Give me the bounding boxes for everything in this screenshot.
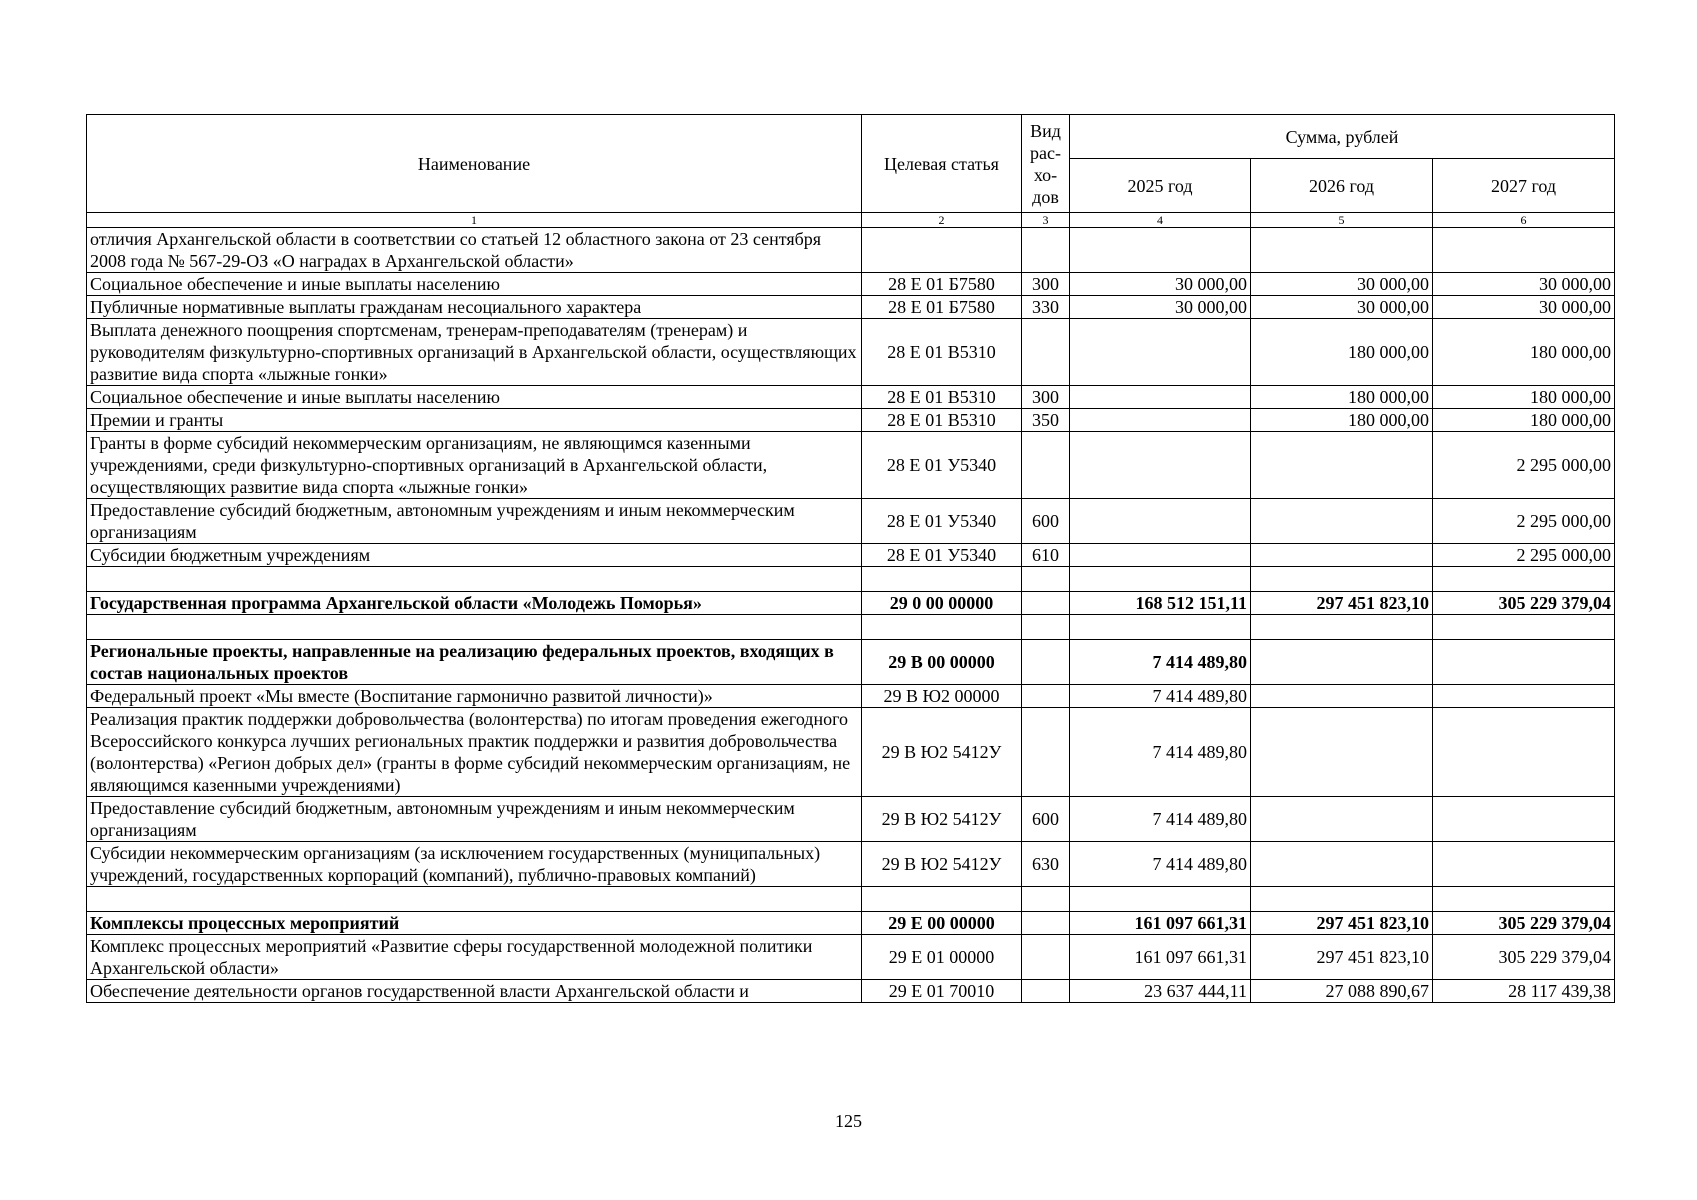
row-name: [87, 615, 862, 640]
row-expense-kind: 350: [1022, 409, 1070, 432]
table-row: [87, 567, 1615, 592]
table-body: [87, 228, 1615, 1003]
table-row: [87, 296, 1615, 319]
row-expense-kind: [1022, 319, 1070, 386]
page-number: 125: [835, 1111, 862, 1131]
row-amount-2025: 23 637 444,11: [1070, 980, 1251, 1003]
row-name: Реализация практик поддержки добровольчества (волонтерства) по итогам проведения ежегодного Всероссийского конкурса лучших региональных практик поддержки и развития добровольчества (волонтерства) «Регион добрых дел» (гранты в форме субсидий некоммерческим организациям, не являющимся казенными учреждениями): [87, 708, 862, 797]
row-amount-2026: 27 088 890,67: [1251, 980, 1433, 1003]
row-amount-2026: [1251, 797, 1433, 842]
row-name: Премии и гранты: [87, 409, 862, 432]
table-row: [87, 432, 1615, 499]
table-row: [87, 273, 1615, 296]
row-name: Публичные нормативные выплаты гражданам несоциального характера: [87, 296, 862, 319]
row-amount-2026: 180 000,00: [1251, 409, 1433, 432]
table-header: [87, 115, 1615, 228]
column-number: 5: [1251, 213, 1433, 228]
row-target-article: 29 Е 01 00000: [862, 935, 1022, 980]
row-amount-2027: 30 000,00: [1433, 273, 1615, 296]
row-amount-2026: 180 000,00: [1251, 386, 1433, 409]
row-amount-2026: [1251, 640, 1433, 685]
row-target-article: 29 В 00 00000: [862, 640, 1022, 685]
table-row: [87, 980, 1615, 1003]
row-name: Социальное обеспечение и иные выплаты населению: [87, 386, 862, 409]
row-amount-2025: [1070, 432, 1251, 499]
row-amount-2026: [1251, 432, 1433, 499]
row-expense-kind: 300: [1022, 386, 1070, 409]
table-row: [87, 887, 1615, 912]
column-number: 4: [1070, 213, 1251, 228]
table-row: [87, 615, 1615, 640]
row-target-article: [862, 228, 1022, 273]
row-amount-2027: 180 000,00: [1433, 319, 1615, 386]
table-row: [87, 935, 1615, 980]
table-row: [87, 319, 1615, 386]
row-amount-2027: 28 117 439,38: [1433, 980, 1615, 1003]
column-number: 6: [1433, 213, 1615, 228]
row-target-article: 29 0 00 00000: [862, 592, 1022, 615]
row-amount-2027: 180 000,00: [1433, 409, 1615, 432]
row-expense-kind: 300: [1022, 273, 1070, 296]
row-target-article: 28 Е 01 У5340: [862, 432, 1022, 499]
row-amount-2025: 7 414 489,80: [1070, 708, 1251, 797]
row-target-article: [862, 887, 1022, 912]
row-expense-kind: 600: [1022, 499, 1070, 544]
column-number: 1: [87, 213, 862, 228]
row-target-article: 28 Е 01 Б7580: [862, 273, 1022, 296]
row-target-article: 29 В Ю2 5412У: [862, 708, 1022, 797]
row-amount-2027: 305 229 379,04: [1433, 592, 1615, 615]
row-amount-2027: [1433, 842, 1615, 887]
row-amount-2025: 7 414 489,80: [1070, 842, 1251, 887]
table-row: [87, 592, 1615, 615]
row-amount-2026: [1251, 544, 1433, 567]
header-year-2027: 2027 год: [1433, 159, 1615, 213]
row-amount-2025: [1070, 228, 1251, 273]
row-expense-kind: [1022, 640, 1070, 685]
column-number: 3: [1022, 213, 1070, 228]
row-name: Федеральный проект «Мы вместе (Воспитание гармонично развитой личности)»: [87, 685, 862, 708]
row-target-article: 28 Е 01 У5340: [862, 499, 1022, 544]
row-amount-2025: [1070, 409, 1251, 432]
row-name: Выплата денежного поощрения спортсменам, тренерам-преподавателям (тренерам) и руководителям физкультурно-спортивных организаций в Архангельской области, осуществляющих развитие вида спорта «лыжные гонки»: [87, 319, 862, 386]
column-number: 2: [862, 213, 1022, 228]
row-expense-kind: 630: [1022, 842, 1070, 887]
row-amount-2025: 7 414 489,80: [1070, 797, 1251, 842]
header-target-article: Целевая статья: [862, 115, 1022, 213]
row-name: Предоставление субсидий бюджетным, автономным учреждениям и иным некоммерческим организациям: [87, 797, 862, 842]
row-expense-kind: [1022, 228, 1070, 273]
table-row: [87, 842, 1615, 887]
row-amount-2025: 168 512 151,11: [1070, 592, 1251, 615]
row-target-article: 29 В Ю2 5412У: [862, 797, 1022, 842]
table-row: [87, 640, 1615, 685]
row-amount-2027: [1433, 228, 1615, 273]
row-amount-2025: 7 414 489,80: [1070, 640, 1251, 685]
row-name: [87, 567, 862, 592]
row-target-article: 29 В Ю2 00000: [862, 685, 1022, 708]
row-amount-2025: [1070, 386, 1251, 409]
row-amount-2027: 30 000,00: [1433, 296, 1615, 319]
row-amount-2026: [1251, 228, 1433, 273]
row-amount-2026: [1251, 708, 1433, 797]
row-amount-2026: [1251, 615, 1433, 640]
row-amount-2027: [1433, 887, 1615, 912]
row-amount-2027: [1433, 640, 1615, 685]
row-amount-2025: [1070, 544, 1251, 567]
row-target-article: 28 Е 01 В5310: [862, 386, 1022, 409]
row-amount-2027: [1433, 685, 1615, 708]
table-row: [87, 708, 1615, 797]
table-row: [87, 685, 1615, 708]
row-target-article: 28 Е 01 Б7580: [862, 296, 1022, 319]
row-target-article: 29 Е 00 00000: [862, 912, 1022, 935]
row-amount-2027: [1433, 615, 1615, 640]
row-expense-kind: [1022, 432, 1070, 499]
table-row: [87, 797, 1615, 842]
table-row: [87, 499, 1615, 544]
row-expense-kind: [1022, 935, 1070, 980]
row-amount-2026: 30 000,00: [1251, 273, 1433, 296]
row-expense-kind: 610: [1022, 544, 1070, 567]
table-row: [87, 386, 1615, 409]
row-name: Субсидии некоммерческим организациям (за исключением государственных (муниципальных) учреждений, государственных корпораций (компаний), публично-правовых компаний): [87, 842, 862, 887]
row-name: Комплекс процессных мероприятий «Развитие сферы государственной молодежной политики Архангельской области»: [87, 935, 862, 980]
row-target-article: [862, 615, 1022, 640]
table-row: [87, 912, 1615, 935]
row-amount-2025: [1070, 567, 1251, 592]
row-name: Предоставление субсидий бюджетным, автономным учреждениям и иным некоммерческим организациям: [87, 499, 862, 544]
row-amount-2025: 161 097 661,31: [1070, 912, 1251, 935]
row-name: Государственная программа Архангельской области «Молодежь Поморья»: [87, 592, 862, 615]
row-amount-2026: [1251, 499, 1433, 544]
table-row: [87, 409, 1615, 432]
row-target-article: 28 Е 01 В5310: [862, 409, 1022, 432]
row-name: Гранты в форме субсидий некоммерческим организациям, не являющимся казенными учреждениями, среди физкультурно-спортивных организаций в Архангельской области, осуществляющих развитие вида спорта «лыжные гонки»: [87, 432, 862, 499]
row-amount-2025: [1070, 499, 1251, 544]
row-amount-2027: [1433, 708, 1615, 797]
row-name: Обеспечение деятельности органов государственной власти Архангельской области и: [87, 980, 862, 1003]
row-amount-2027: [1433, 797, 1615, 842]
row-amount-2025: [1070, 615, 1251, 640]
row-target-article: 29 Е 01 70010: [862, 980, 1022, 1003]
row-expense-kind: [1022, 912, 1070, 935]
row-expense-kind: [1022, 980, 1070, 1003]
row-amount-2026: [1251, 685, 1433, 708]
row-name: [87, 887, 862, 912]
row-amount-2026: 297 451 823,10: [1251, 935, 1433, 980]
row-amount-2026: 30 000,00: [1251, 296, 1433, 319]
row-amount-2027: 180 000,00: [1433, 386, 1615, 409]
row-name: Комплексы процессных мероприятий: [87, 912, 862, 935]
row-expense-kind: 330: [1022, 296, 1070, 319]
row-expense-kind: [1022, 592, 1070, 615]
row-amount-2027: 2 295 000,00: [1433, 544, 1615, 567]
row-amount-2026: 180 000,00: [1251, 319, 1433, 386]
row-expense-kind: [1022, 887, 1070, 912]
row-target-article: 29 В Ю2 5412У: [862, 842, 1022, 887]
row-expense-kind: 600: [1022, 797, 1070, 842]
row-amount-2025: 30 000,00: [1070, 273, 1251, 296]
row-amount-2027: 305 229 379,04: [1433, 935, 1615, 980]
row-amount-2025: 7 414 489,80: [1070, 685, 1251, 708]
header-expense-kind: Вид рас-хо-дов: [1022, 115, 1070, 213]
row-expense-kind: [1022, 615, 1070, 640]
row-amount-2025: [1070, 887, 1251, 912]
budget-table: [86, 114, 1615, 1003]
row-amount-2026: [1251, 567, 1433, 592]
row-amount-2025: 161 097 661,31: [1070, 935, 1251, 980]
row-amount-2027: 305 229 379,04: [1433, 912, 1615, 935]
header-name: Наименование: [87, 115, 862, 213]
row-amount-2026: [1251, 842, 1433, 887]
row-amount-2027: 2 295 000,00: [1433, 432, 1615, 499]
row-target-article: 28 Е 01 В5310: [862, 319, 1022, 386]
row-amount-2026: [1251, 887, 1433, 912]
row-amount-2027: [1433, 567, 1615, 592]
table-row: [87, 544, 1615, 567]
header-year-2025: 2025 год: [1070, 159, 1251, 213]
row-name: Субсидии бюджетным учреждениям: [87, 544, 862, 567]
row-name: отличия Архангельской области в соответствии со статьей 12 областного закона от 23 сентября 2008 года № 567-29-ОЗ «О наградах в Архангельской области»: [87, 228, 862, 273]
row-amount-2025: [1070, 319, 1251, 386]
row-amount-2026: 297 451 823,10: [1251, 592, 1433, 615]
row-expense-kind: [1022, 685, 1070, 708]
header-sum: Сумма, рублей: [1070, 115, 1615, 159]
row-expense-kind: [1022, 708, 1070, 797]
row-amount-2025: 30 000,00: [1070, 296, 1251, 319]
header-year-2026: 2026 год: [1251, 159, 1433, 213]
row-name: Региональные проекты, направленные на реализацию федеральных проектов, входящих в состав национальных проектов: [87, 640, 862, 685]
row-target-article: [862, 567, 1022, 592]
row-expense-kind: [1022, 567, 1070, 592]
row-amount-2027: 2 295 000,00: [1433, 499, 1615, 544]
table-row: [87, 228, 1615, 273]
row-name: Социальное обеспечение и иные выплаты населению: [87, 273, 862, 296]
row-target-article: 28 Е 01 У5340: [862, 544, 1022, 567]
row-amount-2026: 297 451 823,10: [1251, 912, 1433, 935]
